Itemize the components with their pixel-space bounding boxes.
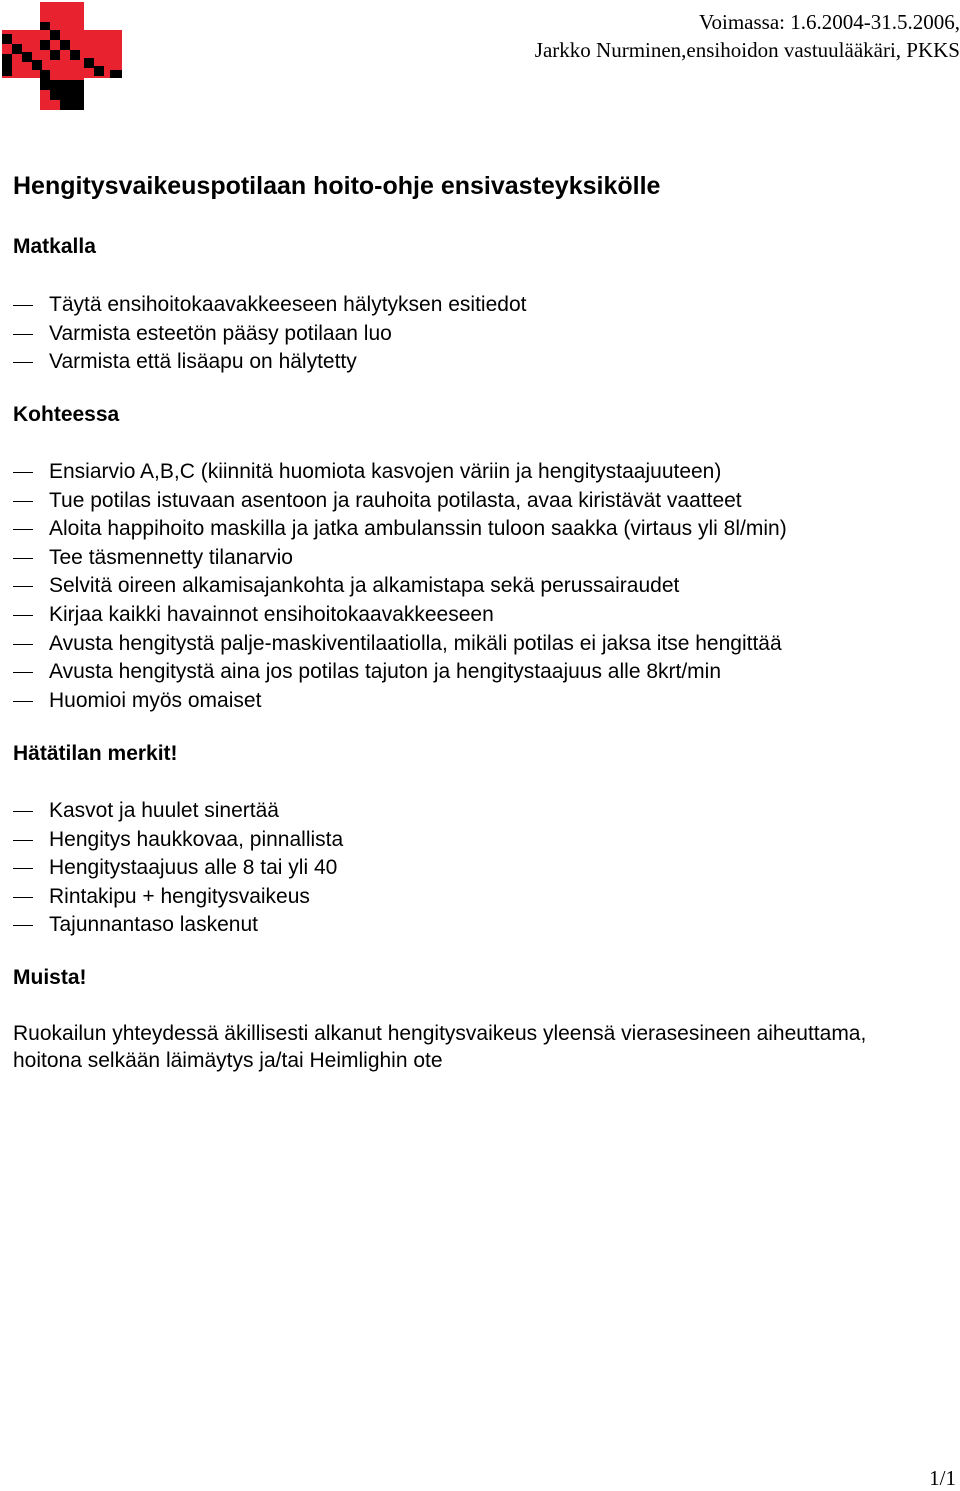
dash-bullet <box>13 501 33 502</box>
validity-period: Voimassa: 1.6.2004-31.5.2006, <box>699 10 960 34</box>
dash-bullet <box>13 472 33 473</box>
list-item: Ensiarvio A,B,C (kiinnitä huomiota kasvojen väriin ja hengitystaajuuteen) <box>13 458 787 487</box>
list-item: Kirjaa kaikki havainnot ensihoitokaavakkeeseen <box>13 601 787 630</box>
choking-note: Ruokailun yhteydessä äkillisesti alkanut hengitysvaikeus yleensä vierasesineen aiheuttama, hoitona selkään läimäytys ja/tai Heimlighin ote <box>13 1022 867 1072</box>
dash-bullet <box>13 362 33 363</box>
list-item: Tajunnantaso laskenut <box>13 911 343 940</box>
list-item: Tue potilas istuvaan asentoon ja rauhoita potilasta, avaa kiristävät vaatteet <box>13 487 787 516</box>
list-item: Varmista esteetön pääsy potilaan luo <box>13 320 526 349</box>
list-item: Tee täsmennetty tilanarvio <box>13 544 787 573</box>
section-heading-hatatilan-merkit: Hätätilan merkit! <box>13 742 178 765</box>
list-item: Huomioi myös omaiset <box>13 687 787 716</box>
page-number: 1/1 <box>929 1466 956 1490</box>
kohteessa-list <box>13 458 787 715</box>
list-item: Hengitys haukkovaa, pinnallista <box>13 826 343 855</box>
red-cross-logo <box>0 0 128 112</box>
section-heading-kohteessa: Kohteessa <box>13 403 120 426</box>
dash-bullet <box>13 586 33 587</box>
dash-bullet <box>13 672 33 673</box>
validity-header <box>340 8 960 64</box>
dash-bullet <box>13 840 33 841</box>
section-heading-muista: Muista! <box>13 966 87 989</box>
list-item: Hengitystaajuus alle 8 tai yli 40 <box>13 854 343 883</box>
dash-bullet <box>13 811 33 812</box>
list-item: Avusta hengitystä palje-maskiventilaatiolla, mikäli potilas ei jaksa itse hengittää <box>13 630 787 659</box>
list-item: Selvitä oireen alkamisajankohta ja alkamistapa sekä perussairaudet <box>13 572 787 601</box>
dash-bullet <box>13 701 33 702</box>
dash-bullet <box>13 334 33 335</box>
list-item: Täytä ensihoitokaavakkeeseen hälytyksen esitiedot <box>13 291 526 320</box>
list-item: Aloita happihoito maskilla ja jatka ambulanssin tuloon saakka (virtaus yli 8l/min) <box>13 515 787 544</box>
dash-bullet <box>13 868 33 869</box>
responsible-doctor: Jarkko Nurminen,ensihoidon vastuulääkäri, PKKS <box>534 38 960 62</box>
dash-bullet <box>13 529 33 530</box>
list-item: Avusta hengitystä aina jos potilas tajuton ja hengitystaajuus alle 8krt/min <box>13 658 787 687</box>
list-item: Kasvot ja huulet sinertää <box>13 797 343 826</box>
dash-bullet <box>13 305 33 306</box>
list-item: Varmista että lisäapu on hälytetty <box>13 348 526 377</box>
dash-bullet <box>13 897 33 898</box>
dash-bullet <box>13 644 33 645</box>
document-title: Hengitysvaikeuspotilaan hoito-ohje ensivasteyksikölle <box>13 172 661 200</box>
hatatilan-merkit-list <box>13 797 343 940</box>
dash-bullet <box>13 925 33 926</box>
section-heading-matkalla: Matkalla <box>13 235 96 258</box>
dash-bullet <box>13 615 33 616</box>
dash-bullet <box>13 558 33 559</box>
matkalla-list <box>13 291 526 377</box>
list-item: Rintakipu + hengitysvaikeus <box>13 883 343 912</box>
